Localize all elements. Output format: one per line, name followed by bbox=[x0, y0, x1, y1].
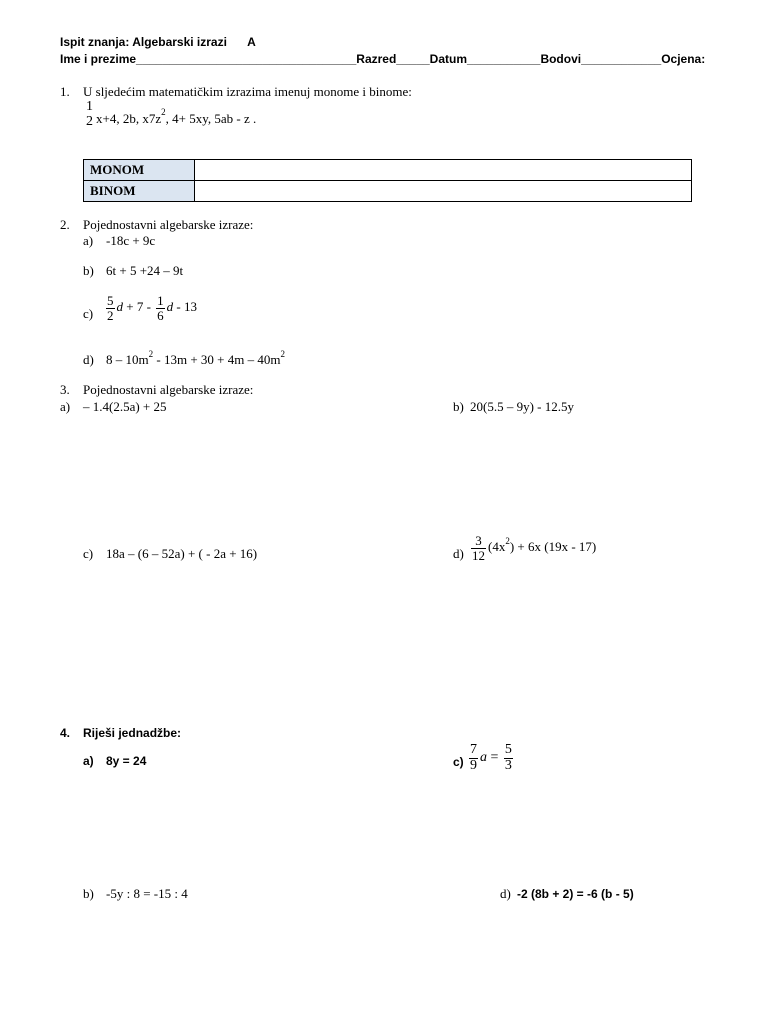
q4-c-frac1 bbox=[469, 743, 478, 773]
name-label: Ime i prezime bbox=[60, 52, 137, 66]
binom-answer-cell[interactable] bbox=[195, 181, 692, 202]
points-label: Bodovi bbox=[540, 52, 582, 66]
q1-frac-num: 1 bbox=[86, 99, 93, 114]
q3-number: 3. bbox=[60, 382, 70, 397]
q4-d-expr: -2 (8b + 2) = -6 (b - 5) bbox=[517, 887, 634, 901]
q1-expr-b: , 4+ 5xy, 5ab - z . bbox=[165, 111, 257, 127]
q4-c-var: a bbox=[480, 750, 487, 766]
q4-c-frac2-num: 5 bbox=[504, 742, 512, 757]
q2-d-expr bbox=[106, 349, 285, 368]
binom-label: BINOM bbox=[84, 181, 195, 202]
q3-c-expr: 18a – (6 – 52a) + ( - 2a + 16) bbox=[106, 546, 258, 561]
q2-c-frac2-num: 1 bbox=[157, 293, 164, 308]
q4-c-expr bbox=[467, 743, 515, 773]
name-blank[interactable]: _________________________________ bbox=[136, 52, 357, 66]
q2-b-expr: 6t + 5 +24 – 9t bbox=[106, 263, 184, 278]
q2-d-sup2: 2 bbox=[280, 349, 285, 359]
q3-d-part2: ) + 6x (19x - 17) bbox=[509, 538, 597, 554]
q4-b-label: b) bbox=[83, 886, 94, 901]
q2-a-label: a) bbox=[83, 233, 94, 248]
q3-text: Pojednostavni algebarske izraze: bbox=[83, 382, 254, 397]
q3-d-sup: 2 bbox=[505, 535, 510, 546]
q2-c-label: c) bbox=[83, 306, 94, 321]
q1-text: U sljedećim matematičkim izrazima imenuj monome i binome: bbox=[83, 84, 412, 99]
table-row bbox=[84, 160, 692, 181]
q2-d-part1: 8 – 10m bbox=[106, 352, 149, 367]
q2-text: Pojednostavni algebarske izraze: bbox=[83, 217, 254, 232]
class-label: Razred bbox=[356, 52, 397, 66]
class-blank[interactable]: _____ bbox=[396, 52, 430, 66]
monom-label: MONOM bbox=[84, 160, 195, 181]
q2-number: 2. bbox=[60, 217, 70, 232]
q1-frac-den: 2 bbox=[86, 114, 93, 129]
q1-sup: 2 bbox=[161, 107, 166, 118]
q2-c-frac1 bbox=[106, 294, 115, 322]
q4-number: 4. bbox=[60, 726, 71, 740]
q3-a-label: a) bbox=[60, 399, 71, 414]
q4-a-expr: 8y = 24 bbox=[106, 754, 147, 768]
q2-c-frac1-num: 5 bbox=[107, 293, 114, 308]
table-row bbox=[84, 181, 692, 202]
monom-binom-table bbox=[83, 159, 692, 202]
q1-fraction bbox=[85, 100, 94, 129]
q2-d-sup1: 2 bbox=[148, 349, 154, 359]
q3-d-part1: (4x bbox=[488, 538, 506, 554]
q2-c-frac2-den: 6 bbox=[157, 308, 164, 323]
q2-b-label: b) bbox=[83, 263, 94, 278]
q2-c-end: - 13 bbox=[173, 298, 198, 314]
test-variant: A bbox=[247, 35, 256, 49]
q4-c-eq: = bbox=[487, 750, 502, 766]
q2-a-expr: -18c + 9c bbox=[106, 233, 156, 248]
grade-label: Ocjena: bbox=[661, 52, 706, 66]
q1-number: 1. bbox=[60, 84, 70, 99]
q4-text: Riješi jednadžbe: bbox=[83, 726, 182, 740]
q3-c-label: c) bbox=[83, 546, 94, 561]
header-title-line bbox=[60, 35, 256, 49]
q3-d-frac-num: 3 bbox=[475, 533, 482, 548]
header-info-line bbox=[60, 52, 705, 66]
q2-c-var2: d bbox=[166, 298, 174, 314]
q1-expr-a: x+4, 2b, x7z bbox=[96, 111, 162, 127]
q2-c-expr bbox=[104, 294, 197, 322]
q3-d-expr bbox=[469, 534, 596, 562]
q1-expressions bbox=[83, 100, 256, 129]
page-title: Ispit znanja: Algebarski izrazi bbox=[60, 35, 227, 49]
q4-c-frac2 bbox=[504, 743, 513, 773]
date-blank[interactable]: ___________ bbox=[467, 52, 541, 66]
q4-c-frac1-den: 9 bbox=[470, 758, 477, 773]
q3-d-frac-den: 12 bbox=[472, 548, 485, 563]
q2-c-mid: + 7 - bbox=[123, 298, 155, 314]
q4-d-label: d) bbox=[500, 886, 511, 901]
q4-b-expr: -5y : 8 = -15 : 4 bbox=[106, 886, 188, 901]
q2-c-frac1-den: 2 bbox=[107, 308, 114, 323]
q2-c-frac2 bbox=[156, 294, 165, 322]
q4-c-label: c) bbox=[453, 755, 464, 769]
q3-a-expr: – 1.4(2.5a) + 25 bbox=[83, 399, 167, 414]
q2-d-part2: - 13m + 30 + 4m – 40m bbox=[153, 352, 281, 367]
q4-c-frac2-den: 3 bbox=[504, 758, 512, 773]
q2-d-label: d) bbox=[83, 352, 94, 367]
q3-d-label: d) bbox=[453, 546, 464, 561]
q3-d-frac bbox=[471, 534, 486, 562]
q4-a-label: a) bbox=[83, 754, 94, 768]
monom-answer-cell[interactable] bbox=[195, 160, 692, 181]
points-blank[interactable]: ____________ bbox=[581, 52, 662, 66]
q4-c-frac1-num: 7 bbox=[470, 742, 477, 757]
q3-b-label: b) bbox=[453, 399, 464, 414]
date-label: Datum bbox=[429, 52, 468, 66]
q3-b-expr: 20(5.5 – 9y) - 12.5y bbox=[470, 399, 574, 414]
q2-c-var1: d bbox=[116, 298, 123, 314]
